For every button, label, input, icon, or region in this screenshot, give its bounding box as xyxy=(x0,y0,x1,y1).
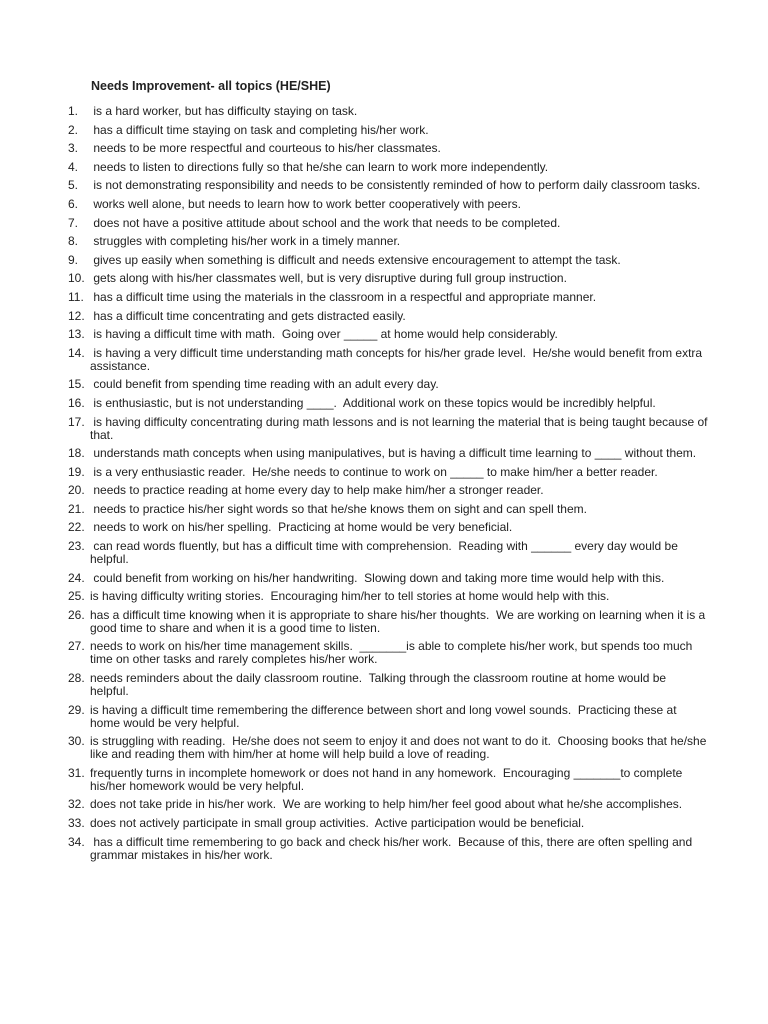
list-item xyxy=(68,328,708,341)
list-item xyxy=(68,572,708,585)
item-number: 17. xyxy=(68,414,85,429)
item-text: gives up easily when something is difficult and needs extensive encouragement to attempt the task. xyxy=(90,252,621,267)
item-number: 16. xyxy=(68,395,85,410)
item-text: is having a difficult time remembering the difference between short and long vowel sounds. Practicing these at home would be very helpful. xyxy=(90,702,680,730)
list-item xyxy=(68,124,708,137)
item-number: 28. xyxy=(68,671,85,686)
list-item xyxy=(68,235,708,248)
item-text: is not demonstrating responsibility and needs to be consistently reminded of how to perform daily classroom tasks. xyxy=(90,178,701,193)
list-item xyxy=(68,590,708,603)
item-number: 20. xyxy=(68,483,85,498)
item-text: is a very enthusiastic reader. He/she needs to continue to work on _____ to make him/her a better reader. xyxy=(90,464,658,479)
list-item xyxy=(68,735,708,761)
list-item xyxy=(68,198,708,211)
item-text: does not have a positive attitude about school and the work that needs to be completed. xyxy=(90,215,561,230)
list-item xyxy=(68,347,708,373)
list-item xyxy=(68,161,708,174)
item-text: needs to be more respectful and courteous to his/her classmates. xyxy=(90,141,441,156)
list-item xyxy=(68,378,708,391)
item-number: 24. xyxy=(68,570,85,585)
list-item xyxy=(68,179,708,192)
item-text: frequently turns in incomplete homework or does not hand in any homework. Encouraging _______to complete his/her homework would be very helpful. xyxy=(90,765,686,793)
item-number: 14. xyxy=(68,345,85,360)
item-text: does not take pride in his/her work. We are working to help him/her feel good about what he/she accomplishes. xyxy=(90,797,683,812)
item-number: 8. xyxy=(68,234,79,249)
item-number: 30. xyxy=(68,734,85,749)
item-text: could benefit from working on his/her handwriting. Slowing down and taking more time would help with this. xyxy=(90,570,665,585)
item-text: does not actively participate in small group activities. Active participation would be beneficial. xyxy=(90,816,585,830)
item-number: 5. xyxy=(68,178,79,193)
item-number: 3. xyxy=(68,141,79,156)
item-number: 4. xyxy=(68,159,79,174)
list-item xyxy=(68,414,711,442)
item-number: 9. xyxy=(68,252,79,267)
item-text: is a hard worker, but has difficulty staying on task. xyxy=(90,104,358,118)
list-item xyxy=(68,142,708,155)
item-number: 7. xyxy=(68,215,79,230)
item-number: 34. xyxy=(68,834,85,849)
item-text: is struggling with reading. He/she does not seem to enjoy it and does not want to do it. Choosing books that he/she like and reading them with him/her at home will help build a love of reading. xyxy=(90,734,710,762)
item-text: works well alone, but needs to learn how to work better cooperatively with peers. xyxy=(90,196,521,211)
item-number: 18. xyxy=(68,446,85,461)
item-text: has a difficult time staying on task and completing his/her work. xyxy=(90,122,429,137)
list-item xyxy=(68,640,708,666)
list-item xyxy=(68,609,708,635)
item-text: has a difficult time knowing when it is appropriate to share his/her thoughts. We are working on learning when it is a good time to share and when it is a good time to listen. xyxy=(90,607,709,635)
item-text: understands math concepts when using manipulatives, but is having a difficult time learning to ____ without them. xyxy=(90,446,697,461)
item-number: 2. xyxy=(68,122,79,137)
item-text: needs to listen to directions fully so that he/she can learn to work more independently. xyxy=(90,159,549,174)
item-number: 32. xyxy=(68,797,85,812)
list-item xyxy=(68,798,708,811)
item-text: has a difficult time remembering to go back and check his/her work. Because of this, there are often spelling and grammar mistakes in his/her work. xyxy=(90,834,696,862)
item-number: 29. xyxy=(68,702,85,717)
item-text: is enthusiastic, but is not understanding ____. Additional work on these topics would be incredibly helpful. xyxy=(90,395,656,410)
list-item xyxy=(68,672,708,698)
list-item xyxy=(68,397,708,410)
item-text: needs to practice reading at home every day to help make him/her a stronger reader. xyxy=(90,483,544,498)
item-number: 15. xyxy=(68,377,85,392)
item-number: 6. xyxy=(68,196,79,211)
list-item xyxy=(68,217,708,230)
comment-list xyxy=(68,104,711,867)
item-text: struggles with completing his/her work in a timely manner. xyxy=(90,234,401,249)
list-item xyxy=(68,521,708,534)
item-number: 13. xyxy=(68,327,85,342)
item-number: 11. xyxy=(68,289,84,304)
item-number: 27. xyxy=(68,639,85,654)
list-item xyxy=(68,272,708,285)
item-number: 22. xyxy=(68,520,85,535)
list-item xyxy=(68,447,708,460)
item-text: needs to work on his/her time management skills. _______is able to complete his/her work, but spends too much time on other tasks and rarely completes his/her work. xyxy=(90,639,696,667)
item-number: 1. xyxy=(68,104,79,118)
item-number: 23. xyxy=(68,539,85,554)
list-item xyxy=(68,105,708,118)
item-number: 10. xyxy=(68,271,85,286)
item-number: 25. xyxy=(68,589,85,604)
item-number: 21. xyxy=(68,501,85,516)
list-item xyxy=(68,484,708,497)
list-item xyxy=(68,540,708,566)
item-text: is having difficulty writing stories. Encouraging him/her to tell stories at home would help with this. xyxy=(90,589,610,604)
list-item xyxy=(68,817,708,830)
list-item xyxy=(68,254,708,267)
item-text: needs to practice his/her sight words so that he/she knows them on sight and can spell them. xyxy=(90,501,587,516)
list-item xyxy=(68,503,708,516)
document-title: Needs Improvement- all topics (HE/SHE) xyxy=(91,79,331,93)
item-text: needs to work on his/her spelling. Practicing at home would be very beneficial. xyxy=(90,520,513,535)
item-text: can read words fluently, but has a difficult time with comprehension. Reading with ______ every day would be helpful. xyxy=(90,539,682,567)
item-number: 26. xyxy=(68,607,85,622)
item-text: is having a difficult time with math. Going over _____ at home would help considerably. xyxy=(90,327,558,342)
item-number: 19. xyxy=(68,464,85,479)
item-number: 33. xyxy=(68,816,85,830)
list-item xyxy=(68,310,708,323)
item-number: 31. xyxy=(68,765,85,780)
item-text: is having difficulty concentrating during math lessons and is not learning the material that is being taught because of that. xyxy=(90,414,711,442)
list-item xyxy=(68,836,708,862)
list-item xyxy=(68,466,708,479)
list-item xyxy=(68,767,708,793)
item-text: needs reminders about the daily classroom routine. Talking through the classroom routine at home would be helpful. xyxy=(90,671,670,699)
item-text: has a difficult time concentrating and gets distracted easily. xyxy=(90,308,406,323)
item-number: 12. xyxy=(68,308,85,323)
list-item xyxy=(68,704,708,730)
item-text: could benefit from spending time reading with an adult every day. xyxy=(90,377,439,392)
item-text: gets along with his/her classmates well, but is very disruptive during full group instruction. xyxy=(90,271,567,286)
list-item xyxy=(68,291,708,304)
item-text: has a difficult time using the materials in the classroom in a respectful and appropriate manner. xyxy=(90,289,597,304)
item-text: is having a very difficult time understanding math concepts for his/her grade level. He/she would benefit from extra assistance. xyxy=(90,345,706,373)
